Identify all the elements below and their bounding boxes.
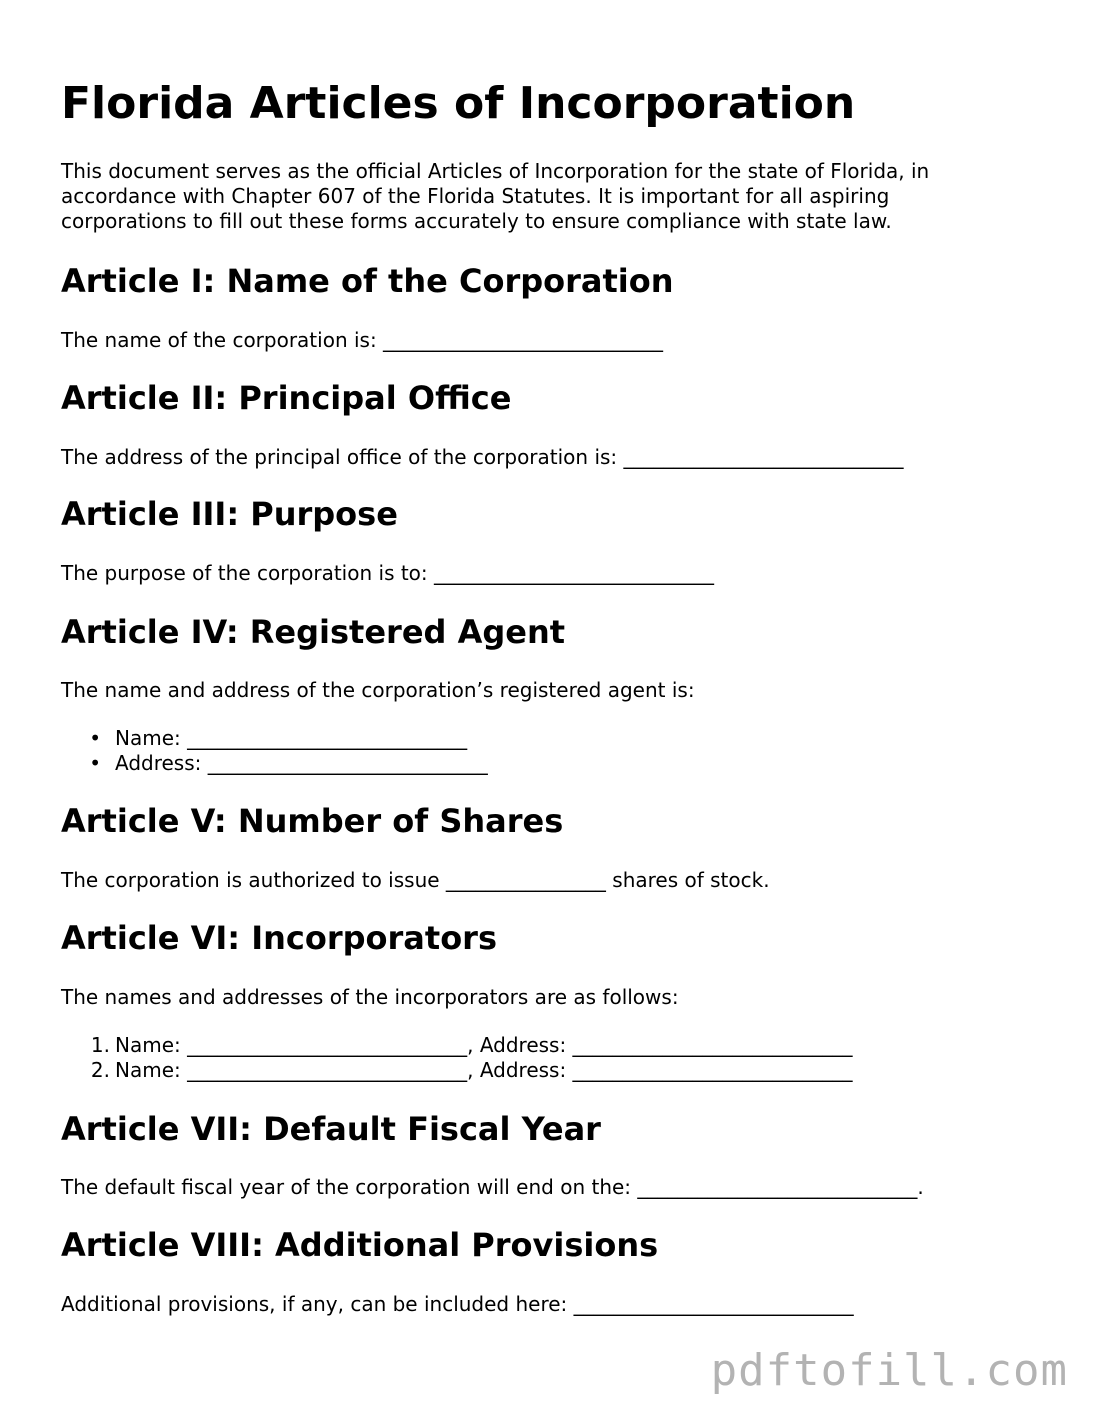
article-5-text: The corporation is authorized to issue ________________ shares of stock. [61, 868, 770, 892]
agent-address-item: Address: ____________________________ [115, 751, 488, 775]
article-8-text: Additional provisions, if any, can be included here: ____________________________ [61, 1292, 854, 1316]
list-number: 1. [90, 1033, 110, 1057]
article-5-heading: Article V: Number of Shares [61, 802, 564, 840]
article-4-heading: Article IV: Registered Agent [61, 613, 566, 651]
bullet-marker: • [89, 751, 101, 775]
article-1-heading: Article I: Name of the Corporation [61, 262, 674, 300]
incorporator-2-item: Name: ____________________________, Address: ____________________________ [115, 1058, 853, 1082]
list-number: 2. [90, 1058, 110, 1082]
watermark: pdftofill.com [710, 1345, 1068, 1396]
bullet-marker: • [89, 726, 101, 750]
article-6-text: The names and addresses of the incorporators are as follows: [61, 985, 679, 1009]
agent-name-item: Name: ____________________________ [115, 726, 468, 750]
intro-paragraph: This document serves as the official Articles of Incorporation for the state of Florida, in accordance with Chapter 607 of the Florida Statutes. It is important for all aspiring corporations to fill out these forms accurately to ensure compliance with state law. [61, 159, 930, 233]
article-2-text: The address of the principal office of the corporation is: ____________________________ [61, 445, 904, 469]
article-2-heading: Article II: Principal Office [61, 379, 512, 417]
article-1-text: The name of the corporation is: ____________________________ [61, 328, 664, 352]
article-6-heading: Article VI: Incorporators [61, 919, 497, 957]
article-7-text: The default fiscal year of the corporation will end on the: ____________________________. [61, 1175, 924, 1199]
article-4-text: The name and address of the corporation’s registered agent is: [61, 678, 695, 702]
article-8-heading: Article VIII: Additional Provisions [61, 1226, 659, 1264]
article-7-heading: Article VII: Default Fiscal Year [61, 1110, 601, 1148]
incorporator-1-item: Name: ____________________________, Address: ____________________________ [115, 1033, 853, 1057]
document-title: Florida Articles of Incorporation [61, 78, 856, 129]
article-3-heading: Article III: Purpose [61, 495, 398, 533]
article-3-text: The purpose of the corporation is to: ____________________________ [61, 561, 715, 585]
